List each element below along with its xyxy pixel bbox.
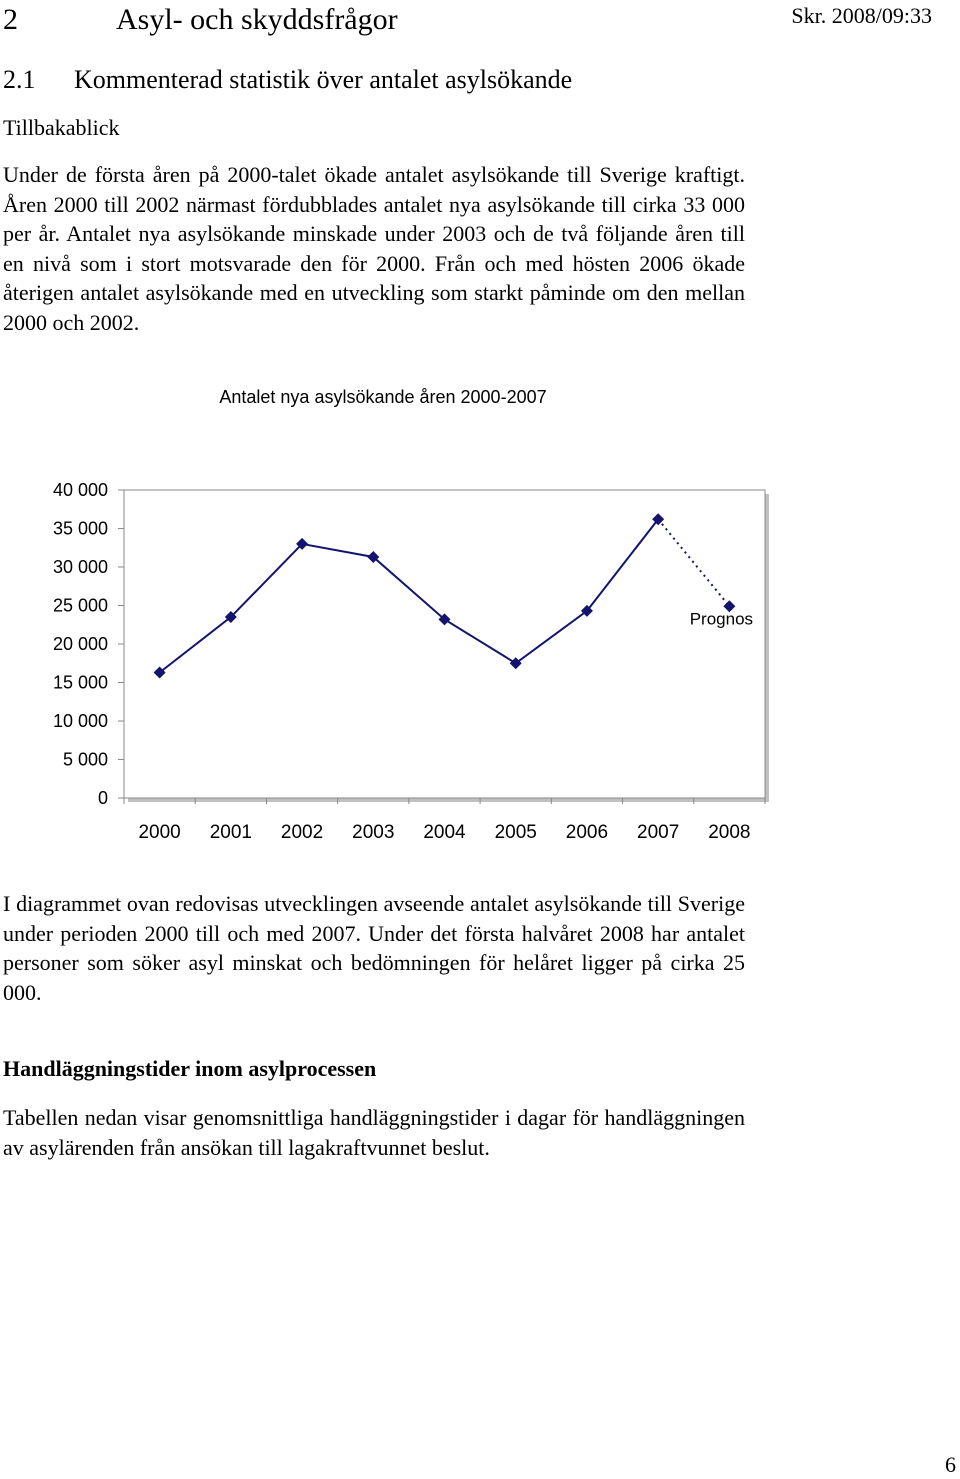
line-chart — [0, 370, 960, 850]
x-tick-label: 2003 — [352, 822, 395, 843]
y-tick-label: 25 000 — [52, 595, 108, 616]
subheading-tillbakablick: Tillbakablick — [3, 115, 120, 140]
plot-frame — [124, 490, 765, 798]
y-tick-label: 20 000 — [52, 634, 108, 654]
y-tick-label: 15 000 — [52, 672, 108, 693]
x-tick-label: 2007 — [637, 822, 680, 843]
x-tick-label: 2006 — [565, 822, 609, 843]
y-tick-label: 0 — [97, 788, 108, 808]
y-tick-label: 10 000 — [52, 711, 108, 731]
chapter-title: Asyl- och skyddsfrågor — [116, 3, 398, 36]
section-number: 2.1 — [3, 65, 36, 94]
paragraph-intro: Under de första åren på 2000-talet ökade antalet asylsökande till Sverige kraftigt. Åren 2000 till 2002 närmast fördubblades antalet nya asylsökande till cirka 33 000 per år. Antalet nya asylsökande minskade under 2003 och de två följande åren till en nivå som i stort motsvarade den för 2000. Från och med hösten 2006 ökade återigen antalet asylsökande med en utveckling som starkt påminde om den mellan 2000 och 2002. — [3, 162, 745, 335]
y-tick-label: 35 000 — [52, 518, 108, 539]
document-reference: Skr. 2008/09:33 — [791, 3, 932, 28]
subheading-handlaggningstider: Handläggningstider inom asylprocessen — [3, 1056, 377, 1081]
plot-area — [118, 490, 769, 804]
x-tick-label: 2000 — [138, 822, 181, 843]
y-axis-tick-labels — [53, 480, 108, 808]
x-tick-label: 2002 — [280, 822, 324, 843]
x-tick-label: 2005 — [494, 822, 537, 843]
x-tick-label: 2008 — [708, 822, 751, 843]
y-tick-label: 40 000 — [52, 480, 108, 500]
x-axis-tick-labels — [138, 822, 750, 843]
y-tick-label: 30 000 — [52, 557, 108, 577]
x-tick-label: 2004 — [423, 822, 466, 843]
x-tick-label: 2001 — [209, 822, 252, 843]
y-tick-label: 5 000 — [62, 749, 108, 770]
chart-title: Antalet nya asylsökande åren 2000-2007 — [219, 387, 547, 407]
paragraph-table-intro: Tabellen nedan visar genomsnittliga handläggningstider i dagar för handläggningen av asylärenden från ansökan till lagakraftvunnet beslut. — [3, 1105, 745, 1160]
page-number: 6 — [945, 1452, 956, 1477]
forecast-annotation: Prognos — [689, 609, 754, 629]
paragraph-chart-description: I diagrammet ovan redovisas utvecklingen avseende antalet asylsökande till Sverige under perioden 2000 till och med 2007. Under det första halvåret 2008 har antalet personer som söker asyl minskat och bedömningen för helåret ligger på cirka 25 000. — [3, 891, 745, 1005]
section-title: Kommenterad statistik över antalet asylsökande — [74, 65, 573, 94]
chapter-number: 2 — [3, 3, 18, 36]
